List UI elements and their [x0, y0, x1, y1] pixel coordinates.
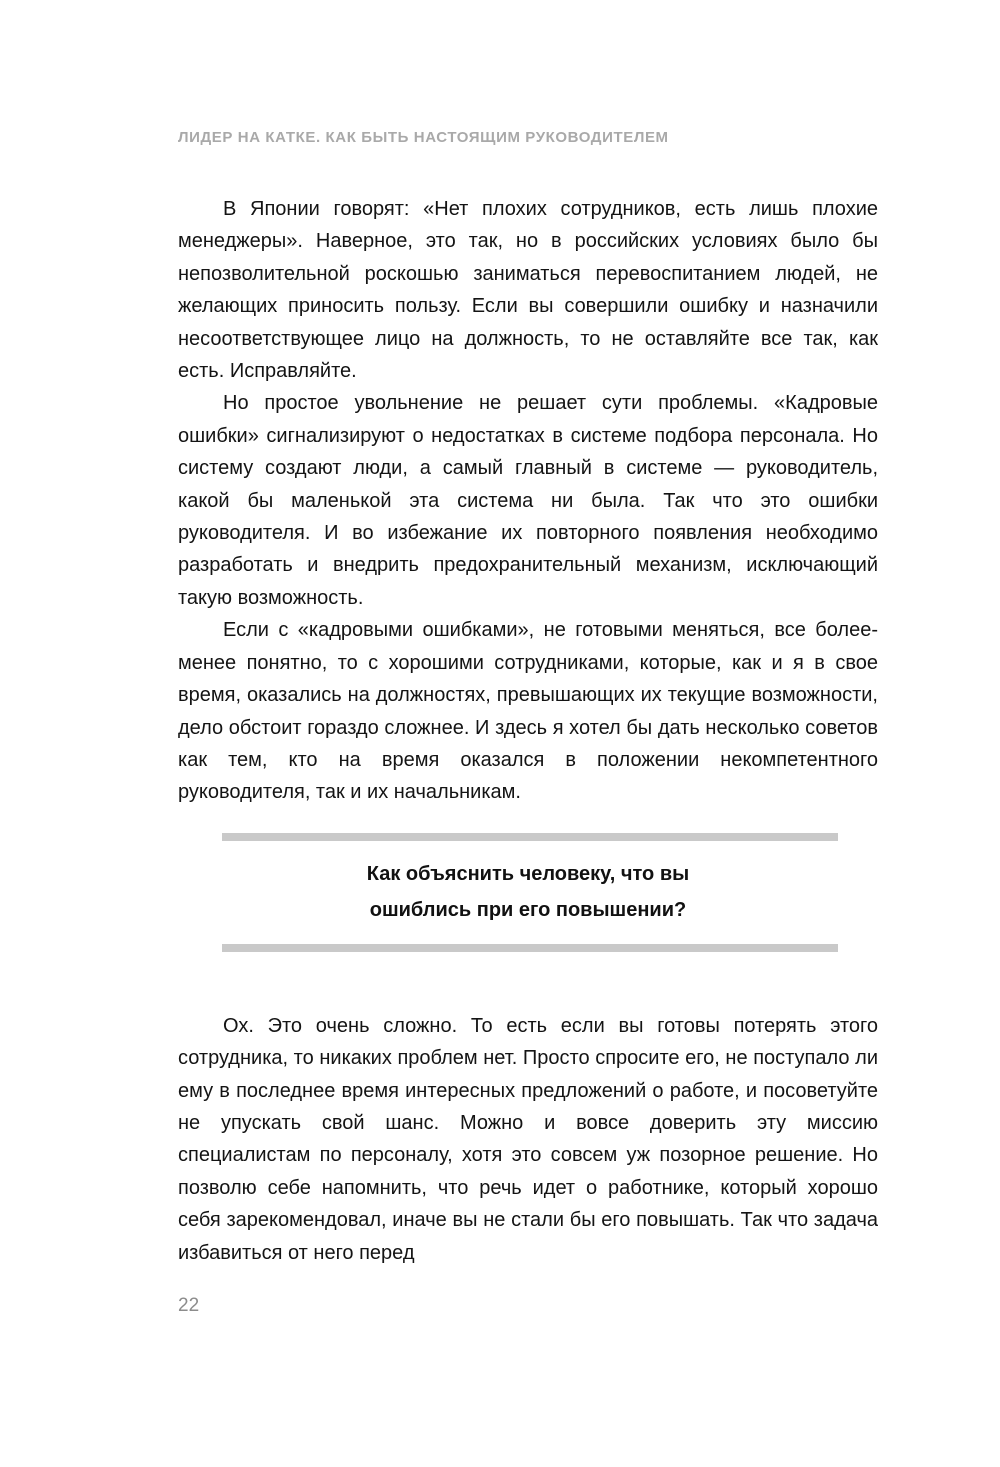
- paragraph: В Японии говорят: «Нет плохих сотрудников, есть лишь плохие менеджеры». Наверное, это так, но в российских условиях было бы непозволительной роскошью заниматься перевоспитанием людей, не желающих приносить пользу. Если вы совершили ошибку и назначили несоответствующее лицо на должность, то не оставляйте все так, как есть. Исправляйте.: [178, 198, 878, 383]
- page-body: [178, 193, 878, 1269]
- paragraph: Если с «кадровыми ошибками», не готовыми меняться, все более-менее понятно, то с хорошими сотрудниками, которые, как и я в свое время, оказались на должностях, превышающих их текущие возможности, дело обстоит гораздо сложнее. И здесь я хотел бы дать несколько советов как тем, кто на время оказался в положении некомпетентного руководителя, так и их начальникам.: [178, 619, 878, 804]
- section-heading-line-1: Как объяснить человеку, что вы: [366, 862, 690, 885]
- section-heading: [178, 841, 878, 944]
- divider-rule-bottom: [222, 944, 838, 952]
- section-heading-block: [178, 833, 878, 952]
- paragraph: Но простое увольнение не решает сути проблемы. «Кадровые ошибки» сигнализируют о недостатках в системе подбора персонала. Но систему создают люди, а самый главный в системе — руководитель, какой бы маленькой эта система ни была. Так что это ошибки руководителя. И во избежание их повторного появления необходимо разработать и внедрить предохранительный механизм, исключающий такую возможность.: [178, 392, 878, 609]
- section-heading-line-2: ошиблись при его повышении?: [369, 898, 687, 921]
- running-header: ЛИДЕР НА КАТКЕ. КАК БЫТЬ НАСТОЯЩИМ РУКОВОДИТЕЛЕМ: [178, 129, 669, 146]
- page-number: 22: [178, 1295, 200, 1316]
- paragraph: Ох. Это очень сложно. То есть если вы готовы потерять этого сотрудника, то никаких проблем нет. Просто спросите его, не поступало ли ему в последнее время интересных предложений о работе, и посоветуйте не упускать свой шанс. Можно и вовсе доверить эту миссию специалистам по персоналу, хотя это совсем уж позорное решение. Но позволю себе напомнить, что речь идет о работнике, который хорошо себя зарекомендовал, иначе вы не стали бы его повышать. Так что задача избавиться от него перед: [178, 1014, 878, 1264]
- divider-rule-top: [222, 833, 838, 841]
